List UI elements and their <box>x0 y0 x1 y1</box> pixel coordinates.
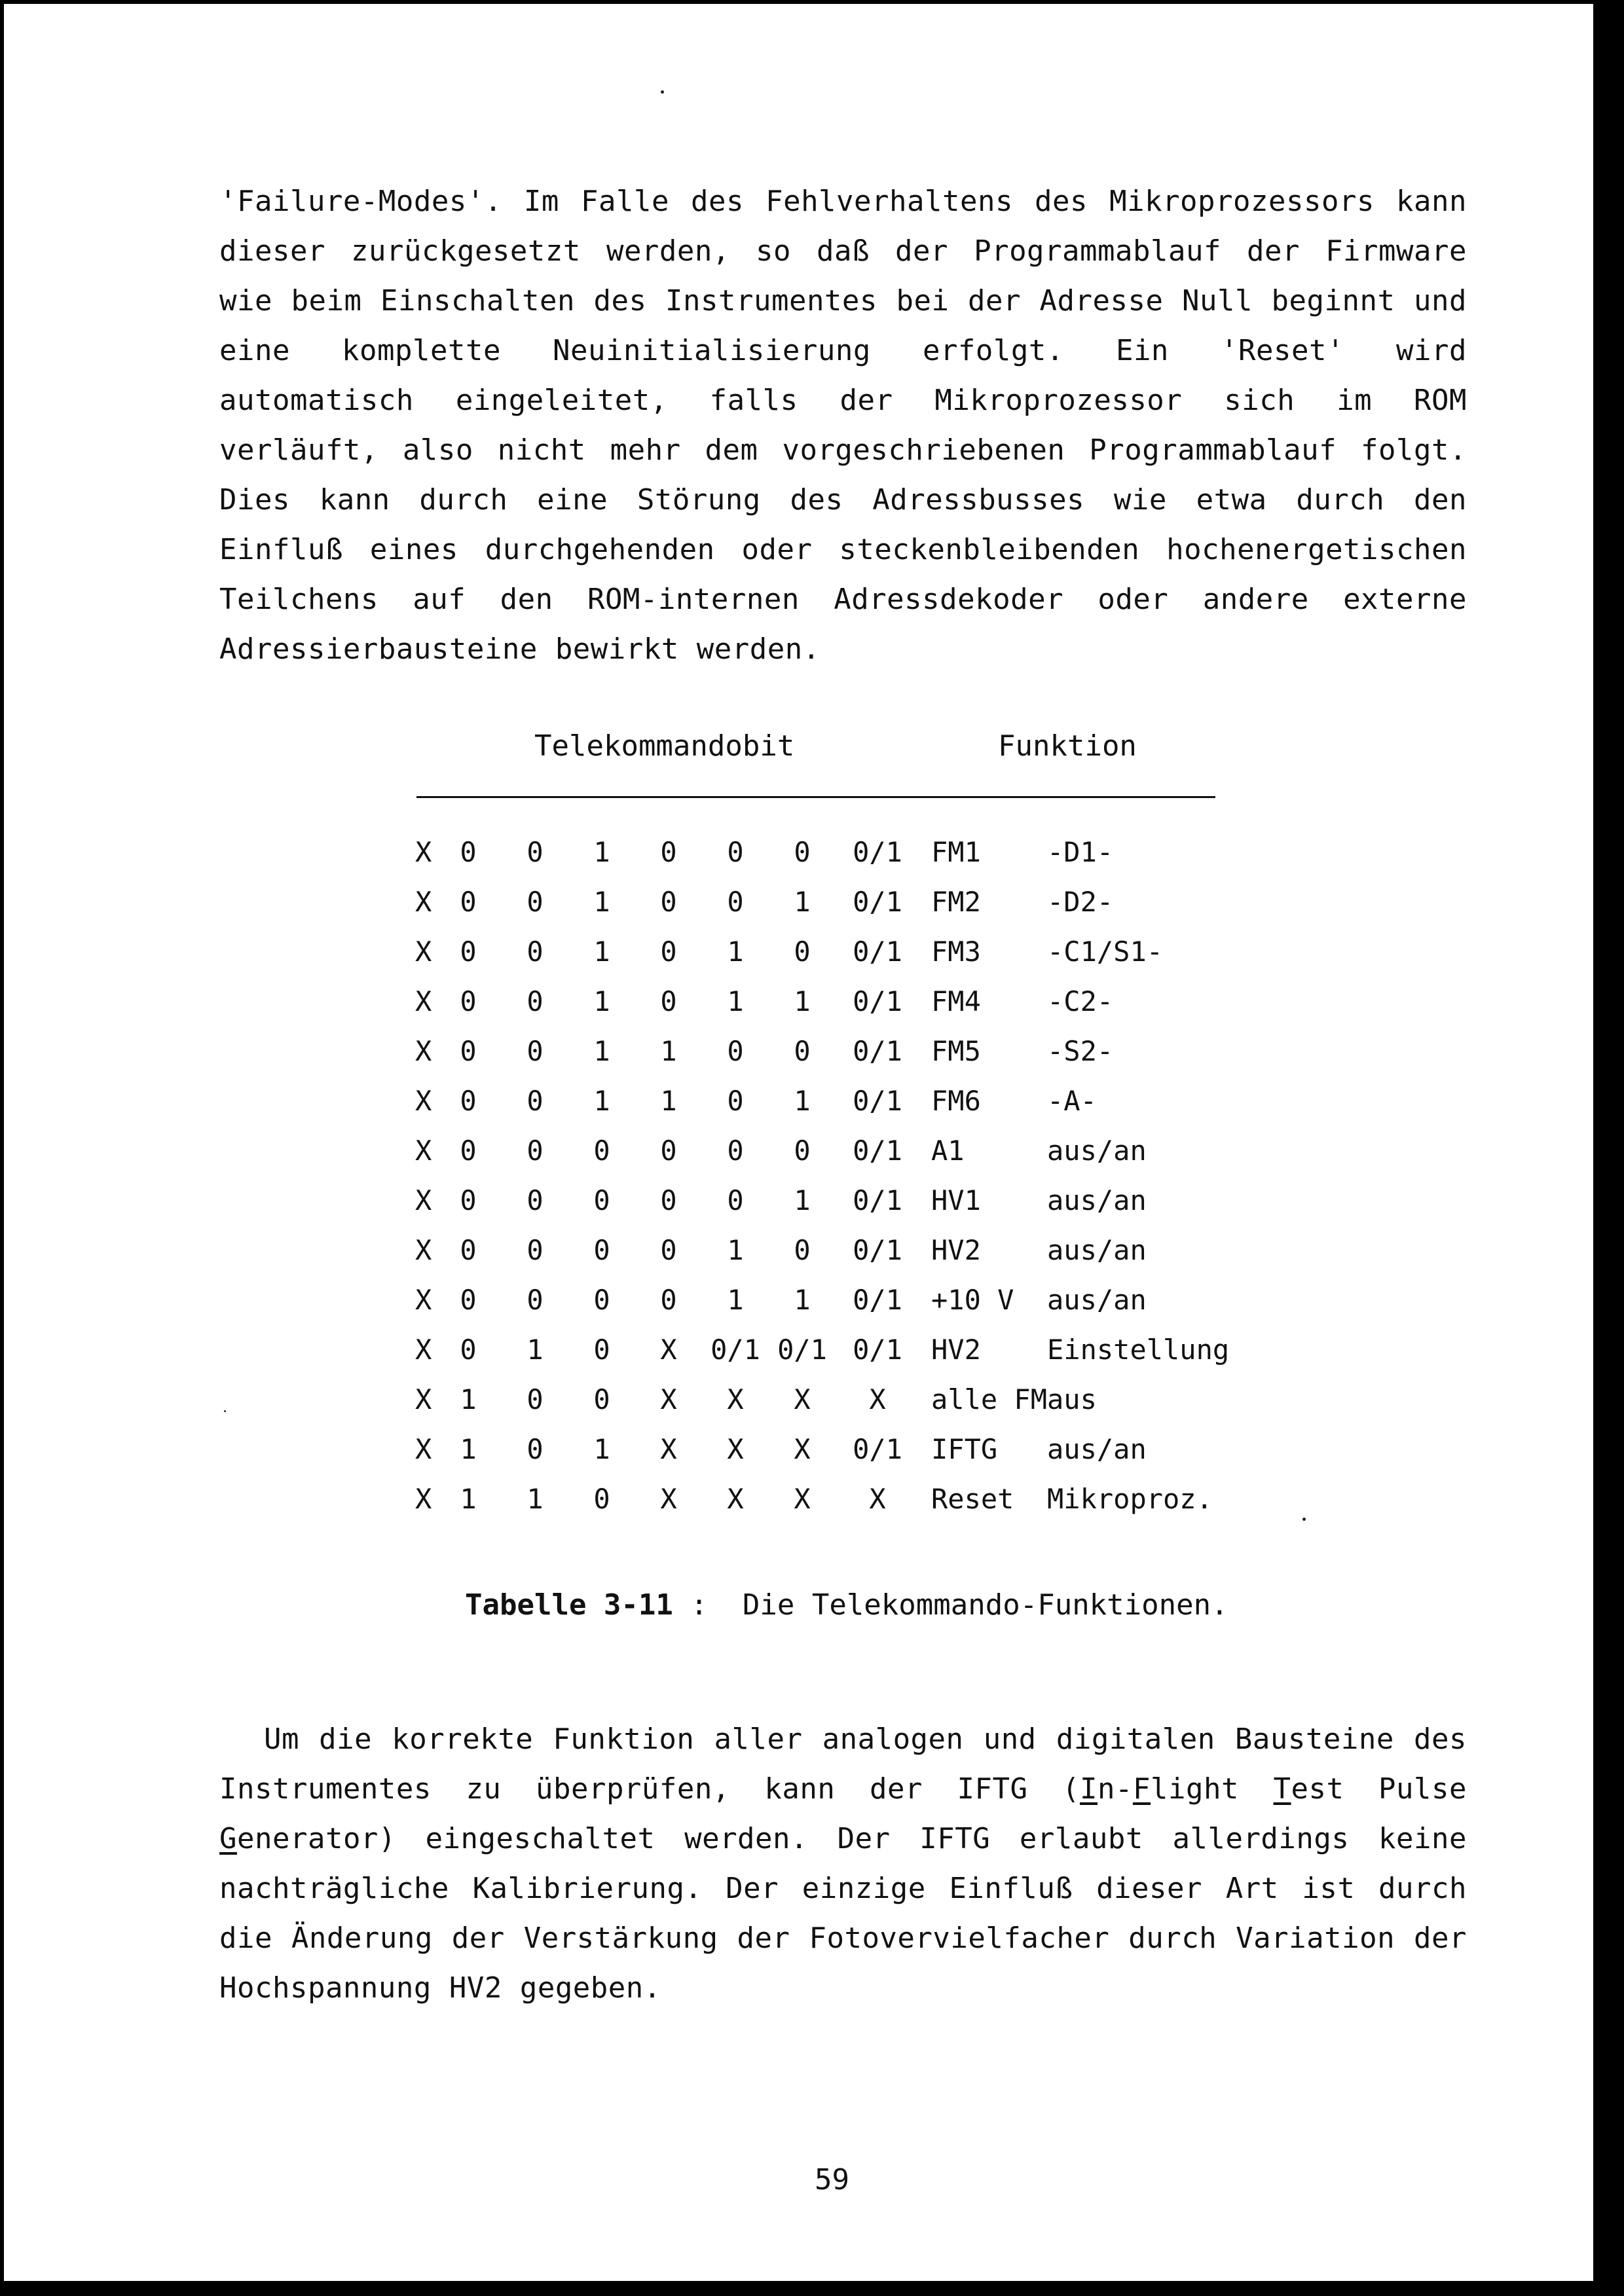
table-row <box>410 1375 1229 1425</box>
bit-cell: 0 <box>593 1184 610 1216</box>
bit-cell: 0 <box>794 836 811 868</box>
page-number: 59 <box>815 2163 849 2196</box>
bit-cell: 0 <box>794 1035 811 1067</box>
bit-cell: 1 <box>593 886 610 918</box>
bit-cell: 0 <box>526 836 544 868</box>
bit-cell: 0/1 <box>853 1334 902 1366</box>
scan-speck <box>661 90 664 94</box>
bit-cell: 0 <box>593 1135 610 1167</box>
p2-text-1: Um die korrekte Funktion aller analogen und digitalen Bausteine des Instrumentes zu überprüfen, kann der IFTG ( <box>219 1722 1467 1806</box>
bit-cell: 0/1 <box>777 1334 827 1366</box>
state-cell: -C2- <box>1047 985 1114 1017</box>
bit-cell: 1 <box>727 985 744 1017</box>
function-cell: FM2 <box>931 886 981 918</box>
bit-cell: 1 <box>593 1035 610 1067</box>
table-row <box>410 1027 1229 1076</box>
bit-cell: X <box>794 1433 811 1465</box>
caption-text: Die Telekommando-Funktionen. <box>742 1588 1228 1622</box>
bit-cell: 1 <box>727 1234 744 1266</box>
function-cell: +10 V <box>931 1284 1014 1316</box>
bit-cell: 0 <box>460 886 477 918</box>
function-cell: FM6 <box>931 1085 981 1117</box>
bit-cell: 0 <box>526 1284 544 1316</box>
bit-cell: 0 <box>727 1035 744 1067</box>
p2-text-3: light <box>1150 1772 1274 1806</box>
bit-cell: 0/1 <box>853 1085 902 1117</box>
bit-cell: 0 <box>460 1284 477 1316</box>
table-row <box>410 1176 1229 1226</box>
bit-cell: 0 <box>593 1383 610 1415</box>
p2-underline-G: G <box>219 1822 237 1855</box>
bit-cell: 0 <box>660 1234 677 1266</box>
function-cell: FM4 <box>931 985 981 1017</box>
state-cell: aus/an <box>1047 1433 1147 1465</box>
bit-cell: 0 <box>660 836 677 868</box>
bit-cell: X <box>415 1483 432 1515</box>
p2-underline-T: T <box>1273 1772 1291 1806</box>
function-cell: HV2 <box>931 1334 981 1366</box>
function-cell: FM5 <box>931 1035 981 1067</box>
bit-cell: X <box>415 836 432 868</box>
bit-cell: X <box>794 1483 811 1515</box>
bit-cell: 0 <box>526 886 544 918</box>
table-row <box>410 1126 1229 1176</box>
bit-cell: 1 <box>460 1483 477 1515</box>
table-row <box>410 828 1229 877</box>
function-cell: IFTG <box>931 1433 998 1465</box>
bit-cell: 0 <box>660 936 677 968</box>
bit-cell: X <box>660 1433 677 1465</box>
bit-cell: 0 <box>526 1135 544 1167</box>
function-cell: Reset <box>931 1483 1014 1515</box>
bit-cell: 0 <box>660 1284 677 1316</box>
bit-cell: 1 <box>593 1433 610 1465</box>
bit-cell: 1 <box>794 886 811 918</box>
bit-cell: X <box>415 1334 432 1366</box>
bit-cell: 0 <box>660 1135 677 1167</box>
bit-cell: 1 <box>794 985 811 1017</box>
table-row <box>410 1076 1229 1126</box>
table-row <box>410 1425 1229 1474</box>
bit-cell: 1 <box>593 936 610 968</box>
table-row <box>410 877 1229 927</box>
bit-cell: 0/1 <box>853 886 902 918</box>
bit-cell: X <box>415 1135 432 1167</box>
p2-underline-I: I <box>1080 1772 1098 1806</box>
table-header-function: Funktion <box>998 729 1137 763</box>
bit-cell: 0/1 <box>853 1035 902 1067</box>
bit-cell: 0 <box>460 1184 477 1216</box>
bit-cell: 0 <box>460 1035 477 1067</box>
bit-cell: 0 <box>794 1135 811 1167</box>
bit-cell: 1 <box>727 936 744 968</box>
table-row <box>410 1325 1229 1375</box>
bit-cell: X <box>869 1483 886 1515</box>
state-cell: aus/an <box>1047 1234 1147 1266</box>
bit-cell: X <box>869 1383 886 1415</box>
bit-cell: 0 <box>593 1284 610 1316</box>
bit-cell: 0 <box>727 1085 744 1117</box>
bit-cell: 1 <box>460 1383 477 1415</box>
bit-cell: 0 <box>460 1234 477 1266</box>
bit-cell: 1 <box>727 1284 744 1316</box>
bit-cell: 0 <box>460 1085 477 1117</box>
function-cell: A1 <box>931 1135 965 1167</box>
bit-cell: 0 <box>794 1234 811 1266</box>
bit-cell: 0/1 <box>853 985 902 1017</box>
bit-cell: X <box>415 1383 432 1415</box>
p2-text-5: enerator) eingeschaltet werden. Der IFTG erlaubt allerdings keine nachträgliche Kalibrierung. Der einzige Einfluß dieser Art ist durch die Änderung der Verstärkung der Fotovervielfacher durch Variation der Hochspannung HV2 gegeben. <box>219 1822 1467 2005</box>
bit-cell: 0 <box>526 936 544 968</box>
scan-speck <box>1302 1518 1306 1521</box>
state-cell: -A- <box>1047 1085 1097 1117</box>
bit-cell: 1 <box>593 1085 610 1117</box>
bit-cell: 1 <box>460 1433 477 1465</box>
state-cell: Einstellung <box>1047 1334 1230 1366</box>
bit-cell: X <box>415 1035 432 1067</box>
table-row <box>410 1474 1229 1524</box>
state-cell: aus/an <box>1047 1284 1147 1316</box>
bit-cell: 1 <box>526 1483 544 1515</box>
bit-cell: X <box>415 1085 432 1117</box>
function-cell: HV2 <box>931 1234 981 1266</box>
state-cell: -S2- <box>1047 1035 1114 1067</box>
function-cell: FM3 <box>931 936 981 968</box>
bit-cell: 0 <box>727 1184 744 1216</box>
bit-cell: 0 <box>660 886 677 918</box>
bit-cell: 0 <box>593 1234 610 1266</box>
bit-cell: 0 <box>727 886 744 918</box>
bit-cell: 0 <box>660 1184 677 1216</box>
bit-cell: 0 <box>526 1433 544 1465</box>
bit-cell: 0 <box>460 936 477 968</box>
bit-cell: 0 <box>660 985 677 1017</box>
table-header-bits: Telekommandobit <box>534 729 795 763</box>
bit-cell: 0 <box>794 936 811 968</box>
table-row <box>410 1226 1229 1275</box>
bit-cell: X <box>660 1334 677 1366</box>
state-cell: Mikroproz. <box>1047 1483 1213 1515</box>
state-cell: aus <box>1047 1383 1097 1415</box>
state-cell: -D2- <box>1047 886 1114 918</box>
bit-cell: 0 <box>460 1135 477 1167</box>
bit-cell: X <box>660 1483 677 1515</box>
bit-cell: 0/1 <box>853 1184 902 1216</box>
telecommand-table <box>410 828 1229 1524</box>
paragraph-iftg <box>219 1715 1467 2013</box>
table-row <box>410 1275 1229 1325</box>
p2-underline-F: F <box>1132 1772 1151 1806</box>
state-cell: aus/an <box>1047 1184 1147 1216</box>
bit-cell: 0/1 <box>853 1284 902 1316</box>
function-cell: HV1 <box>931 1184 981 1216</box>
bit-cell: X <box>415 985 432 1017</box>
bit-cell: 0 <box>526 1383 544 1415</box>
bit-cell: 0 <box>460 985 477 1017</box>
function-cell: FM1 <box>931 836 981 868</box>
bit-cell: 0 <box>526 1234 544 1266</box>
bit-cell: 1 <box>660 1035 677 1067</box>
bit-cell: 0 <box>526 1184 544 1216</box>
bit-cell: X <box>727 1483 744 1515</box>
bit-cell: X <box>660 1383 677 1415</box>
bit-cell: X <box>415 1234 432 1266</box>
bit-cell: 0/1 <box>853 936 902 968</box>
bit-cell: 0/1 <box>853 836 902 868</box>
p2-text-2: n- <box>1098 1772 1133 1806</box>
state-cell: aus/an <box>1047 1135 1147 1167</box>
table-header-rule <box>416 796 1215 798</box>
state-cell: -D1- <box>1047 836 1114 868</box>
table-row <box>410 927 1229 977</box>
bit-cell: X <box>415 1284 432 1316</box>
bit-cell: 0 <box>526 985 544 1017</box>
bit-cell: 1 <box>593 836 610 868</box>
bit-cell: X <box>415 1184 432 1216</box>
bit-cell: 0/1 <box>853 1135 902 1167</box>
bit-cell: 0 <box>526 1085 544 1117</box>
bit-cell: X <box>727 1433 744 1465</box>
bit-cell: X <box>415 1433 432 1465</box>
bit-cell: 1 <box>660 1085 677 1117</box>
function-cell: alle FM <box>931 1383 1048 1415</box>
caption-label: Tabelle 3-11 <box>465 1588 673 1622</box>
bit-cell: 1 <box>526 1334 544 1366</box>
bit-cell: 0 <box>727 1135 744 1167</box>
bit-cell: 0/1 <box>853 1234 902 1266</box>
bit-cell: 0/1 <box>710 1334 760 1366</box>
bit-cell: 0 <box>727 836 744 868</box>
document-page <box>4 4 1593 2281</box>
table-row <box>410 977 1229 1027</box>
bit-cell: X <box>794 1383 811 1415</box>
bit-cell: X <box>727 1383 744 1415</box>
bit-cell: 1 <box>794 1085 811 1117</box>
bit-cell: 0 <box>593 1483 610 1515</box>
bit-cell: 0/1 <box>853 1433 902 1465</box>
bit-cell: 1 <box>794 1184 811 1216</box>
table-caption <box>465 1588 1228 1622</box>
bit-cell: 1 <box>794 1284 811 1316</box>
bit-cell: 0 <box>460 1334 477 1366</box>
bit-cell: X <box>415 886 432 918</box>
paragraph-failure-modes: 'Failure-Modes'. Im Falle des Fehlverhaltens des Mikroprozessors kann dieser zurückgesetzt werden, so daß der Programmablauf der Firmware wie beim Einschalten des Instrumentes bei der Adresse Null beginnt und eine komplette Neuinitialisierung erfolgt. Ein 'Reset' wird automatisch eingeleitet, falls der Mikroprozessor sich im ROM verläuft, also nicht mehr dem vorgeschriebenen Programmablauf folgt. Dies kann durch eine Störung des Adressbusses wie etwa durch den Einfluß eines durchgehenden oder steckenbleibenden hochenergetischen Teilchens auf den ROM-internen Adressdekoder oder andere externe Adressierbausteine bewirkt werden. <box>219 185 1467 666</box>
state-cell: -C1/S1- <box>1047 936 1164 968</box>
p2-text-4: est Pulse <box>1291 1772 1467 1806</box>
bit-cell: 1 <box>593 985 610 1017</box>
bit-cell: 0 <box>593 1334 610 1366</box>
bit-cell: X <box>415 936 432 968</box>
caption-separator: : <box>690 1588 708 1622</box>
scan-speck <box>224 1410 226 1412</box>
bit-cell: 0 <box>460 836 477 868</box>
bit-cell: 0 <box>526 1035 544 1067</box>
